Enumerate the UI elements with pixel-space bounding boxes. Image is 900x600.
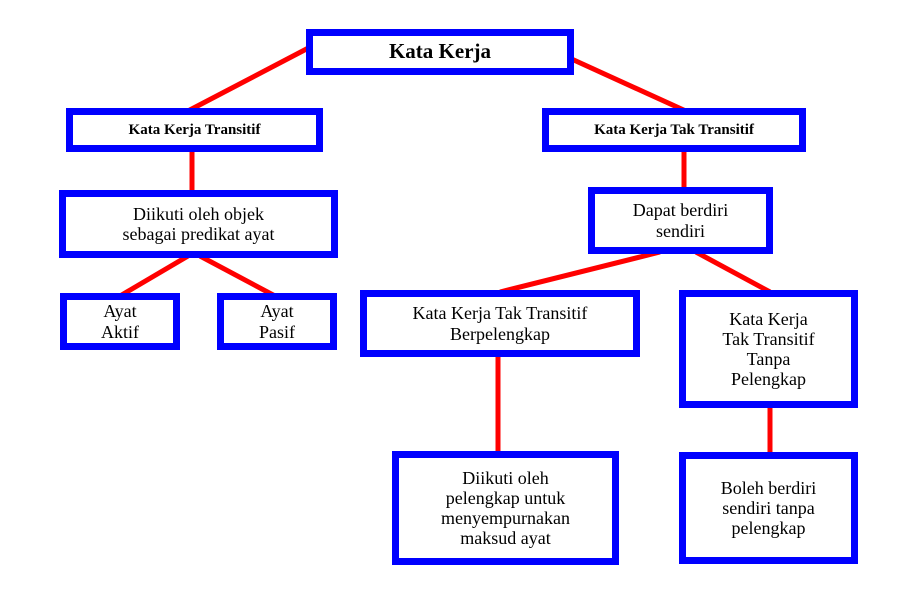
- node-label: [413, 303, 588, 343]
- node-label: [101, 301, 139, 341]
- node-label: [721, 478, 816, 538]
- connector-dapat-tanpa: [696, 252, 770, 292]
- label-line: menyempurnakan: [441, 508, 570, 528]
- node-ayat-aktif: [60, 293, 180, 350]
- label-line: Kata Kerja Transitif: [128, 121, 261, 138]
- label-line: sendiri tanpa: [722, 497, 815, 518]
- node-diikuti-pelengkap: [392, 451, 619, 565]
- label-line: Dapat berdiri: [632, 200, 729, 221]
- label-line: Ayat: [260, 301, 294, 322]
- label-line: Kata Kerja: [729, 308, 808, 329]
- node-label: [129, 122, 261, 139]
- node-kata-kerja-tak-transitif: [542, 108, 806, 152]
- connector-objek-pasif: [200, 256, 275, 296]
- label-line: Boleh berdiri: [720, 477, 817, 498]
- node-label: [633, 200, 728, 240]
- label-line: Aktif: [101, 321, 139, 342]
- label-line: Ayat: [103, 301, 137, 322]
- node-dapat-berdiri-sendiri: [588, 187, 773, 254]
- connector-objek-aktif: [120, 256, 188, 296]
- label-line: Tanpa: [746, 349, 791, 369]
- node-label: [389, 40, 491, 64]
- node-tak-transitif-berpelengkap: [360, 290, 640, 357]
- connector-root-transitif: [186, 44, 316, 112]
- node-label: [123, 204, 275, 244]
- connector-root-tak-transitif: [565, 56, 688, 112]
- label-line: Tak Transitif: [722, 328, 815, 349]
- label-line: Kata Kerja Tak Transitif: [412, 303, 588, 324]
- label-line: Pasif: [259, 321, 295, 342]
- label-line: Pelengkap: [731, 369, 806, 390]
- node-diikuti-objek: [59, 190, 338, 258]
- node-label: [722, 309, 814, 390]
- node-label: [594, 122, 754, 139]
- node-label: [259, 301, 295, 341]
- label-line: Diikuti oleh: [462, 467, 549, 488]
- node-kata-kerja: [306, 29, 574, 75]
- label-line: Kata Kerja Tak Transitif: [594, 121, 754, 138]
- label-line: Berpelengkap: [450, 323, 550, 344]
- node-kata-kerja-transitif: [66, 108, 323, 152]
- label-line: pelengkap untuk: [445, 487, 566, 508]
- label-line: maksud ayat: [460, 528, 551, 549]
- connector-dapat-berpelengkap: [500, 252, 660, 292]
- node-label: [441, 468, 570, 549]
- label-line: Kata Kerja: [388, 39, 492, 64]
- label-line: Diikuti oleh objek: [133, 203, 264, 224]
- label-line: sebagai predikat ayat: [122, 224, 275, 244]
- node-tak-transitif-tanpa-pelengkap: [679, 290, 858, 408]
- node-boleh-berdiri-sendiri: [679, 452, 858, 564]
- label-line: pelengkap: [731, 518, 806, 539]
- node-ayat-pasif: [217, 293, 337, 350]
- label-line: sendiri: [656, 220, 705, 241]
